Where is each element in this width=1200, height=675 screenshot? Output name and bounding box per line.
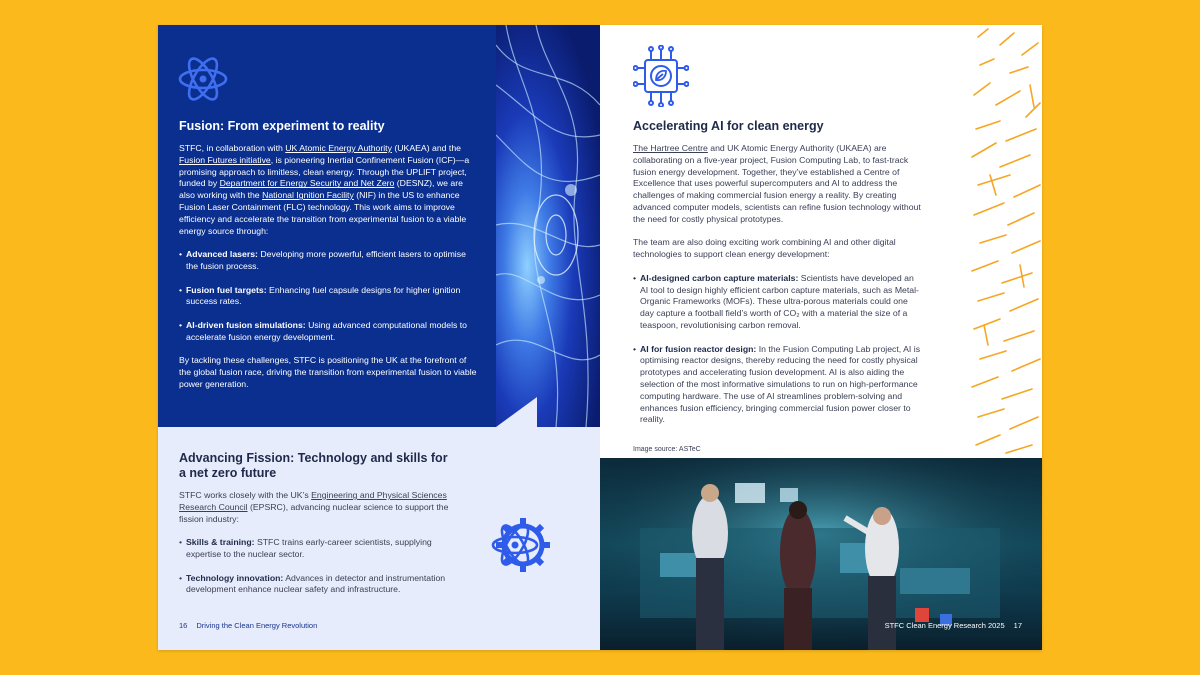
bullet-item [633, 273, 923, 332]
inline-link[interactable]: Engineering and Physical Sciences Research Council [179, 490, 447, 512]
inline-link[interactable]: Fusion Futures initiative [179, 154, 271, 165]
text-run: STFC, in collaboration with [179, 143, 286, 153]
fusion-title: Fusion: From experiment to reality [179, 119, 385, 133]
fission-body [179, 490, 459, 608]
image-source-caption: Image source: ASTeC [633, 446, 701, 453]
text-run: (EPSRC), advancing nuclear science to support the fission industry: [179, 501, 449, 524]
ai-bullet-list [633, 273, 923, 426]
bullet-heading: Fusion fuel targets: [186, 284, 267, 295]
fission-bullet-list [179, 537, 459, 596]
bullet-text: Enhancing fuel capsule designs for higher ignition success rates. [186, 284, 461, 307]
orange-line-pattern [970, 25, 1042, 457]
bullet-text: STFC trains early-career scientists, supplying expertise to the nuclear sector. [186, 537, 432, 559]
left-page [158, 25, 600, 650]
inline-link[interactable]: The Hartree Centre [633, 143, 708, 153]
footer-label: Driving the Clean Energy Revolution [196, 621, 318, 630]
right-page [600, 25, 1042, 650]
chip-leaf-icon [633, 45, 689, 107]
brochure-spread [158, 25, 1042, 650]
inline-link[interactable]: National Ignition Facility [262, 190, 354, 201]
text-run: and UK Atomic Energy Authority (UKAEA) are collaborating on a five-year project, Fusion Computing Lab, to fast-track fusion energy development. Together, they’ve established a Centre of Excellence that uses powerful supercomputers and AI to address the challenges of making commercial fusion energy a reality. By creating advanced computer models, scientists can refine fusion technology without the need for costly physical prototypes. [633, 143, 921, 224]
bullet-text: Developing more powerful, efficient lasers to optimise the fusion process. [186, 249, 466, 271]
text-run: (DESNZ), we are also working with the [179, 178, 463, 201]
bullet-text: Advances in detector and instrumentation development enhance nuclear safety and infrastructure. [186, 572, 446, 595]
bullet-item [179, 573, 459, 597]
bullet-text: Scientists have developed an AI tool to design highly efficient carbon capture materials, such as Metal-Organic Frameworks (MOFs). These ultra-porous materials could one day capture a football field’s worth of CO₂ with a material the size of a teaspoon, revolutionising carbon removal. [640, 272, 919, 330]
fission-intro [179, 490, 459, 525]
bullet-heading: Skills & training: [186, 537, 255, 548]
bullet-heading: Advanced lasers: [186, 249, 258, 260]
fusion-closing: By tackling these challenges, STFC is positioning the UK at the forefront of the global fusion race, driving the transition from experimental fusion to viable power generation. [179, 355, 477, 389]
ai-para2: The team are also doing exciting work combining AI and other digital technologies to support clean energy development: [633, 237, 896, 260]
bullet-heading: AI for fusion reactor design: [640, 343, 757, 354]
left-page-footer [179, 621, 326, 630]
bullet-heading: Technology innovation: [186, 572, 284, 583]
ai-title: Accelerating AI for clean energy [633, 119, 824, 133]
text-run: STFC works closely with the UK’s [179, 490, 312, 500]
ai-body [633, 143, 923, 438]
page-number: 16 [179, 621, 188, 630]
ai-intro [633, 143, 923, 226]
bullet-item [633, 344, 923, 427]
fission-title: Advancing Fission: Technology and skills for a net zero future [179, 451, 448, 480]
bullet-text: Using advanced computational models to accelerate fusion energy development. [186, 319, 468, 342]
bullet-text: In the Fusion Computing Lab project, AI is optimising reactor designs, thereby reducing the need for costly physical prototypes and accelerating fusion development. AI is also aiding the selection of the most informative simulations to run on high-performance computing hardware. The use of AI streamlines problem-solving and enhances fusion efficiency, bringing commercial fusion power closer to reality. [640, 343, 921, 425]
speech-bubble-pointer [158, 25, 600, 465]
text-run: , is pioneering Inertial Confinement Fusion (ICF)—a promising approach to limitless, clean energy. Through the UPLIFT project, funded by [179, 154, 470, 189]
bullet-heading: AI-designed carbon capture materials: [640, 272, 799, 283]
text-run: (UKAEA) and the [391, 143, 462, 153]
text-run: (NIF) in the US to enhance Fusion Laser Containment (FLC) technology. This work aims to improve efficiency and accelerate the transition from experimental fusion to a viable energy source through: [179, 190, 467, 236]
footer-label: STFC Clean Energy Research 2025 [884, 621, 1005, 630]
bullet-heading: AI-driven fusion simulations: [186, 319, 306, 330]
inline-link[interactable]: UK Atomic Energy Authority [285, 143, 392, 153]
atom-gear-icon [488, 510, 558, 580]
bullet-item [179, 537, 459, 561]
inline-link[interactable]: Department for Energy Security and Net Zero [219, 178, 395, 189]
right-page-footer [876, 621, 1022, 630]
page-number: 17 [1013, 621, 1022, 630]
